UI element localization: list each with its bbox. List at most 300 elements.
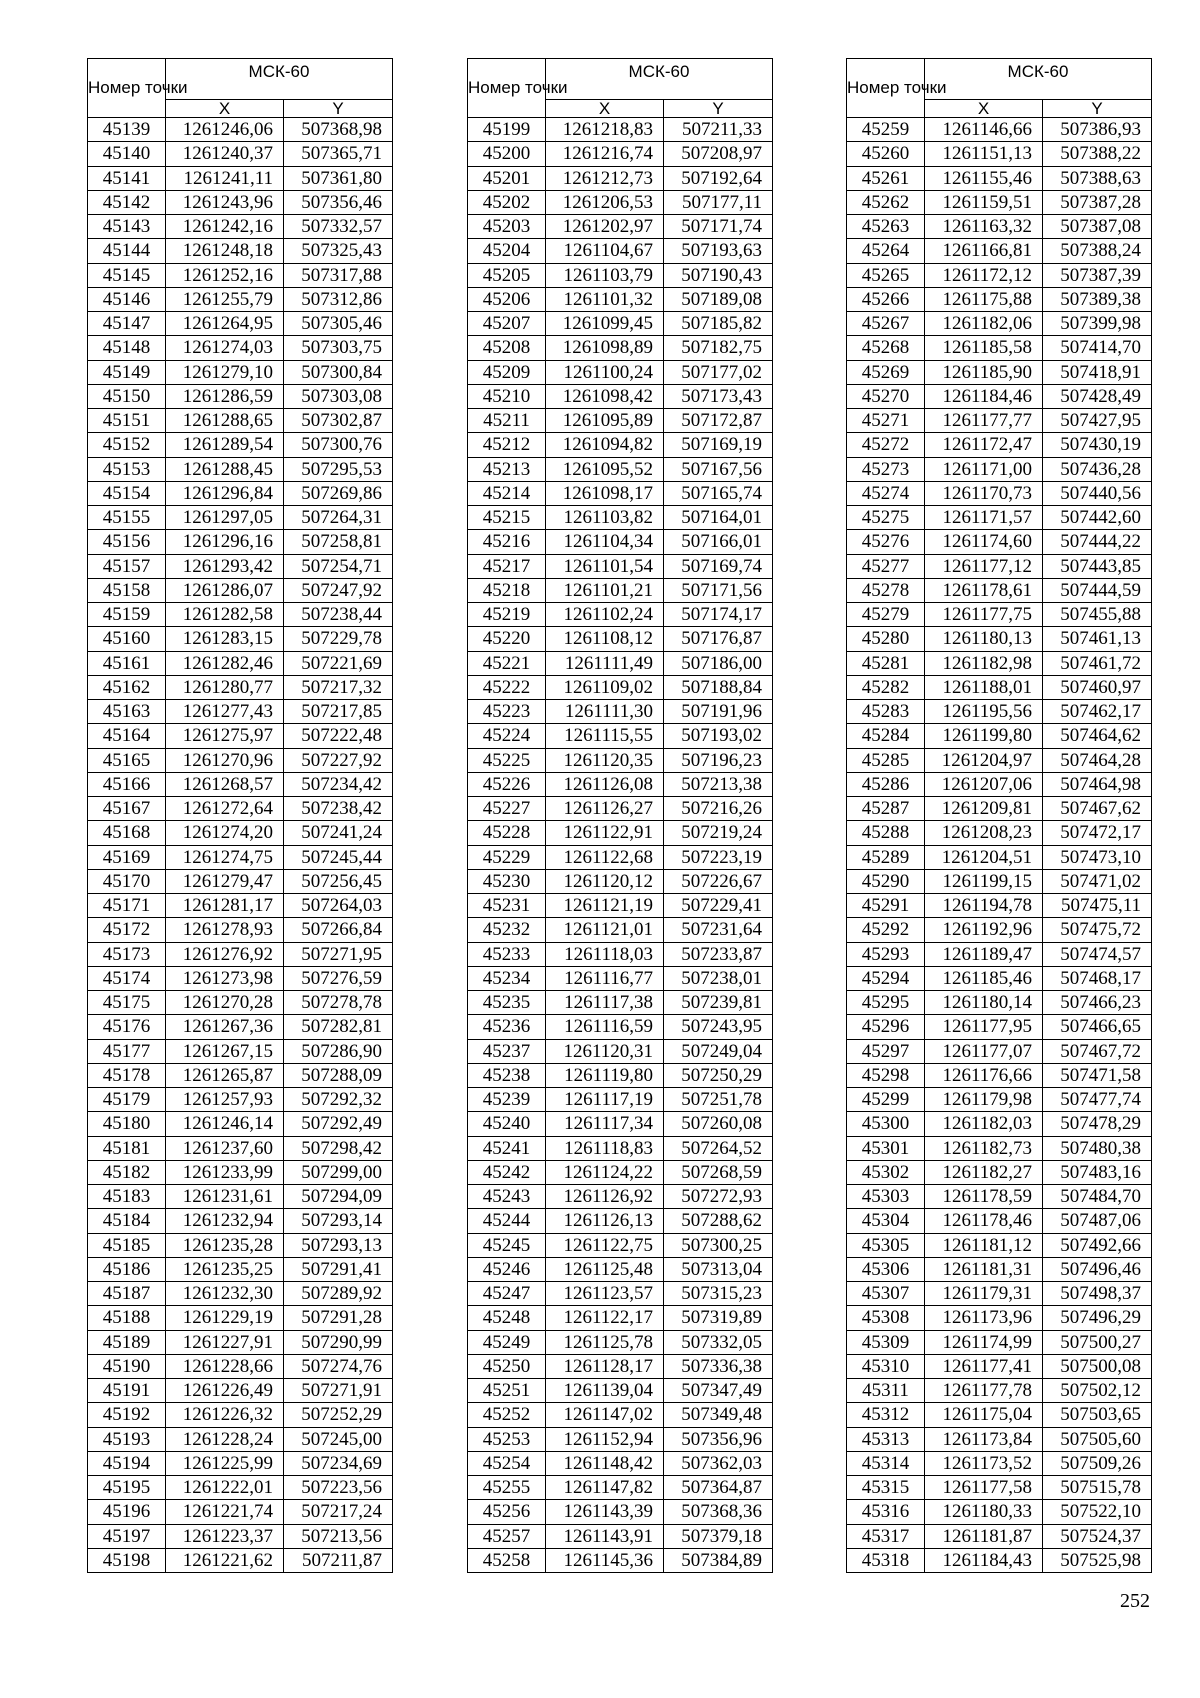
- x-coordinate-cell: 1261233,99: [166, 1160, 284, 1184]
- x-coordinate-cell: 1261207,06: [925, 772, 1043, 796]
- table-row: [468, 1088, 773, 1112]
- table-row: [468, 530, 773, 554]
- y-coordinate-cell: 507466,23: [1043, 991, 1152, 1015]
- point-number-cell: 45142: [88, 190, 166, 214]
- x-coordinate-cell: 1261095,89: [546, 409, 664, 433]
- point-number-cell: 45160: [88, 627, 166, 651]
- table-row: [88, 772, 393, 796]
- x-coordinate-cell: 1261098,17: [546, 481, 664, 505]
- x-coordinate-cell: 1261108,12: [546, 627, 664, 651]
- x-coordinate-cell: 1261296,16: [166, 530, 284, 554]
- x-coordinate-cell: 1261226,32: [166, 1403, 284, 1427]
- y-coordinate-cell: 507217,24: [284, 1500, 393, 1524]
- table-row: [88, 481, 393, 505]
- y-coordinate-cell: 507227,92: [284, 748, 393, 772]
- x-coordinate-cell: 1261229,19: [166, 1306, 284, 1330]
- x-coordinate-cell: 1261235,25: [166, 1257, 284, 1281]
- point-number-cell: 45278: [847, 578, 925, 602]
- y-coordinate-cell: 507365,71: [284, 142, 393, 166]
- point-number-cell: 45297: [847, 1039, 925, 1063]
- x-coordinate-cell: 1261204,51: [925, 845, 1043, 869]
- point-number-cell: 45258: [468, 1548, 546, 1572]
- y-coordinate-cell: 507461,13: [1043, 627, 1152, 651]
- table-row: [847, 554, 1152, 578]
- point-number-cell: 45293: [847, 942, 925, 966]
- point-number-cell: 45256: [468, 1500, 546, 1524]
- y-coordinate-cell: 507226,67: [664, 869, 773, 893]
- y-coordinate-cell: 507313,04: [664, 1257, 773, 1281]
- x-coordinate-cell: 1261174,60: [925, 530, 1043, 554]
- x-coordinate-cell: 1261267,36: [166, 1015, 284, 1039]
- table-row: [847, 166, 1152, 190]
- y-coordinate-cell: 507293,13: [284, 1233, 393, 1257]
- x-coordinate-cell: 1261125,48: [546, 1257, 664, 1281]
- x-coordinate-cell: 1261228,66: [166, 1354, 284, 1378]
- x-coordinate-cell: 1261283,15: [166, 627, 284, 651]
- table-row: [468, 651, 773, 675]
- x-coordinate-cell: 1261181,12: [925, 1233, 1043, 1257]
- table-body: [88, 118, 393, 1573]
- point-number-cell: 45203: [468, 215, 546, 239]
- x-coordinate-cell: 1261126,08: [546, 772, 664, 796]
- y-coordinate-cell: 507436,28: [1043, 457, 1152, 481]
- y-coordinate-cell: 507502,12: [1043, 1379, 1152, 1403]
- x-coordinate-cell: 1261184,46: [925, 384, 1043, 408]
- table-row: [847, 1233, 1152, 1257]
- x-coordinate-cell: 1261282,46: [166, 651, 284, 675]
- y-coordinate-cell: 507312,86: [284, 287, 393, 311]
- table-row: [468, 1330, 773, 1354]
- point-number-cell: 45247: [468, 1282, 546, 1306]
- table-row: [847, 894, 1152, 918]
- x-coordinate-cell: 1261128,17: [546, 1354, 664, 1378]
- table-row: [847, 1476, 1152, 1500]
- x-coordinate-cell: 1261204,97: [925, 748, 1043, 772]
- y-coordinate-cell: 507177,11: [664, 190, 773, 214]
- table-row: [88, 409, 393, 433]
- table-row: [88, 1257, 393, 1281]
- x-coordinate-cell: 1261180,13: [925, 627, 1043, 651]
- x-header: X: [166, 100, 284, 118]
- y-coordinate-cell: 507464,28: [1043, 748, 1152, 772]
- point-number-cell: 45213: [468, 457, 546, 481]
- table-row: [88, 1088, 393, 1112]
- y-coordinate-cell: 507388,63: [1043, 166, 1152, 190]
- table-row: [88, 166, 393, 190]
- y-coordinate-cell: 507288,09: [284, 1063, 393, 1087]
- table-row: [468, 1354, 773, 1378]
- table-row: [468, 239, 773, 263]
- table-row: [468, 821, 773, 845]
- x-coordinate-cell: 1261240,37: [166, 142, 284, 166]
- point-number-cell: 45226: [468, 772, 546, 796]
- table-row: [88, 1427, 393, 1451]
- x-coordinate-cell: 1261121,01: [546, 918, 664, 942]
- y-coordinate-cell: 507500,08: [1043, 1354, 1152, 1378]
- point-number-cell: 45163: [88, 700, 166, 724]
- point-number-cell: 45177: [88, 1039, 166, 1063]
- point-number-cell: 45296: [847, 1015, 925, 1039]
- table-row: [847, 675, 1152, 699]
- table-row: [88, 554, 393, 578]
- x-coordinate-cell: 1261206,53: [546, 190, 664, 214]
- x-coordinate-cell: 1261289,54: [166, 433, 284, 457]
- table-row: [468, 675, 773, 699]
- point-number-cell: 45270: [847, 384, 925, 408]
- y-coordinate-cell: 507295,53: [284, 457, 393, 481]
- point-number-cell: 45303: [847, 1185, 925, 1209]
- point-number-cell: 45316: [847, 1500, 925, 1524]
- table-row: [88, 312, 393, 336]
- point-number-cell: 45174: [88, 966, 166, 990]
- point-number-cell: 45141: [88, 166, 166, 190]
- y-coordinate-cell: 507317,88: [284, 263, 393, 287]
- table-row: [847, 1209, 1152, 1233]
- x-coordinate-cell: 1261227,91: [166, 1330, 284, 1354]
- table-row: [88, 700, 393, 724]
- x-coordinate-cell: 1261265,87: [166, 1063, 284, 1087]
- x-coordinate-cell: 1261270,96: [166, 748, 284, 772]
- y-coordinate-cell: 507386,93: [1043, 118, 1152, 142]
- table-row: [847, 1088, 1152, 1112]
- y-coordinate-cell: 507290,99: [284, 1330, 393, 1354]
- point-number-cell: 45308: [847, 1306, 925, 1330]
- point-number-cell: 45292: [847, 918, 925, 942]
- y-coordinate-cell: 507294,09: [284, 1185, 393, 1209]
- x-coordinate-cell: 1261177,12: [925, 554, 1043, 578]
- y-coordinate-cell: 507221,69: [284, 651, 393, 675]
- table-row: [847, 336, 1152, 360]
- x-coordinate-cell: 1261118,03: [546, 942, 664, 966]
- point-number-cell: 45244: [468, 1209, 546, 1233]
- x-coordinate-cell: 1261286,07: [166, 578, 284, 602]
- y-coordinate-cell: 507461,72: [1043, 651, 1152, 675]
- x-coordinate-cell: 1261120,35: [546, 748, 664, 772]
- point-number-cell: 45207: [468, 312, 546, 336]
- table-row: [88, 797, 393, 821]
- table-row: [88, 918, 393, 942]
- point-number-header: Номер точки: [88, 59, 166, 118]
- y-coordinate-cell: 507466,65: [1043, 1015, 1152, 1039]
- table-row: [88, 1209, 393, 1233]
- point-number-cell: 45145: [88, 263, 166, 287]
- point-number-cell: 45188: [88, 1306, 166, 1330]
- y-coordinate-cell: 507177,02: [664, 360, 773, 384]
- y-coordinate-cell: 507231,64: [664, 918, 773, 942]
- table-row: [468, 1379, 773, 1403]
- y-coordinate-cell: 507444,59: [1043, 578, 1152, 602]
- y-coordinate-cell: 507176,87: [664, 627, 773, 651]
- y-coordinate-cell: 507475,72: [1043, 918, 1152, 942]
- point-number-cell: 45223: [468, 700, 546, 724]
- point-number-cell: 45158: [88, 578, 166, 602]
- table-row: [468, 287, 773, 311]
- y-header: Y: [1043, 100, 1152, 118]
- x-coordinate-cell: 1261173,84: [925, 1427, 1043, 1451]
- y-coordinate-cell: 507245,00: [284, 1427, 393, 1451]
- y-coordinate-cell: 507460,97: [1043, 675, 1152, 699]
- y-coordinate-cell: 507315,23: [664, 1282, 773, 1306]
- x-coordinate-cell: 1261103,82: [546, 506, 664, 530]
- y-coordinate-cell: 507164,01: [664, 506, 773, 530]
- y-coordinate-cell: 507250,29: [664, 1063, 773, 1087]
- point-number-cell: 45143: [88, 215, 166, 239]
- x-coordinate-cell: 1261179,98: [925, 1088, 1043, 1112]
- point-number-cell: 45154: [88, 481, 166, 505]
- point-number-cell: 45294: [847, 966, 925, 990]
- table-row: [88, 651, 393, 675]
- y-coordinate-cell: 507269,86: [284, 481, 393, 505]
- x-coordinate-cell: 1261243,96: [166, 190, 284, 214]
- point-number-cell: 45281: [847, 651, 925, 675]
- x-coordinate-cell: 1261288,45: [166, 457, 284, 481]
- point-number-cell: 45219: [468, 603, 546, 627]
- table-row: [468, 991, 773, 1015]
- point-number-cell: 45282: [847, 675, 925, 699]
- x-coordinate-cell: 1261182,73: [925, 1136, 1043, 1160]
- y-coordinate-cell: 507190,43: [664, 263, 773, 287]
- point-number-cell: 45318: [847, 1548, 925, 1572]
- table-row: [847, 1427, 1152, 1451]
- point-number-cell: 45147: [88, 312, 166, 336]
- x-coordinate-cell: 1261279,47: [166, 869, 284, 893]
- table-row: [468, 1160, 773, 1184]
- y-coordinate-cell: 507361,80: [284, 166, 393, 190]
- table-row: [847, 215, 1152, 239]
- x-coordinate-cell: 1261159,51: [925, 190, 1043, 214]
- point-number-cell: 45165: [88, 748, 166, 772]
- point-number-cell: 45183: [88, 1185, 166, 1209]
- y-coordinate-cell: 507300,76: [284, 433, 393, 457]
- x-coordinate-cell: 1261177,78: [925, 1379, 1043, 1403]
- x-coordinate-cell: 1261095,52: [546, 457, 664, 481]
- point-number-cell: 45264: [847, 239, 925, 263]
- table-row: [847, 1524, 1152, 1548]
- x-coordinate-cell: 1261174,99: [925, 1330, 1043, 1354]
- point-number-cell: 45217: [468, 554, 546, 578]
- point-number-cell: 45277: [847, 554, 925, 578]
- x-coordinate-cell: 1261267,15: [166, 1039, 284, 1063]
- table-row: [468, 1233, 773, 1257]
- x-coordinate-cell: 1261281,17: [166, 894, 284, 918]
- y-coordinate-cell: 507245,44: [284, 845, 393, 869]
- x-coordinate-cell: 1261126,92: [546, 1185, 664, 1209]
- x-coordinate-cell: 1261212,73: [546, 166, 664, 190]
- y-coordinate-cell: 507291,28: [284, 1306, 393, 1330]
- point-number-cell: 45184: [88, 1209, 166, 1233]
- y-coordinate-cell: 507286,90: [284, 1039, 393, 1063]
- point-number-cell: 45233: [468, 942, 546, 966]
- table-row: [88, 821, 393, 845]
- x-coordinate-cell: 1261126,13: [546, 1209, 664, 1233]
- x-coordinate-cell: 1261180,14: [925, 991, 1043, 1015]
- point-number-cell: 45298: [847, 1063, 925, 1087]
- y-coordinate-cell: 507276,59: [284, 966, 393, 990]
- point-number-cell: 45204: [468, 239, 546, 263]
- point-number-cell: 45201: [468, 166, 546, 190]
- x-coordinate-cell: 1261278,93: [166, 918, 284, 942]
- y-coordinate-cell: 507173,43: [664, 384, 773, 408]
- x-coordinate-cell: 1261209,81: [925, 797, 1043, 821]
- table-row: [88, 1330, 393, 1354]
- x-coordinate-cell: 1261166,81: [925, 239, 1043, 263]
- point-number-cell: 45286: [847, 772, 925, 796]
- x-coordinate-cell: 1261228,24: [166, 1427, 284, 1451]
- y-coordinate-cell: 507169,19: [664, 433, 773, 457]
- y-coordinate-cell: 507428,49: [1043, 384, 1152, 408]
- y-coordinate-cell: 507427,95: [1043, 409, 1152, 433]
- y-coordinate-cell: 507525,98: [1043, 1548, 1152, 1572]
- table-row: [468, 1136, 773, 1160]
- table-row: [847, 1112, 1152, 1136]
- table-row: [88, 384, 393, 408]
- point-number-cell: 45259: [847, 118, 925, 142]
- table-row: [468, 1039, 773, 1063]
- y-coordinate-cell: 507464,98: [1043, 772, 1152, 796]
- y-coordinate-cell: 507249,04: [664, 1039, 773, 1063]
- y-coordinate-cell: 507496,46: [1043, 1257, 1152, 1281]
- point-number-cell: 45193: [88, 1427, 166, 1451]
- y-coordinate-cell: 507332,05: [664, 1330, 773, 1354]
- table-row: [468, 1209, 773, 1233]
- y-coordinate-cell: 507455,88: [1043, 603, 1152, 627]
- coordinate-system-header: МСК-60: [925, 59, 1152, 100]
- x-coordinate-cell: 1261155,46: [925, 166, 1043, 190]
- table-row: [847, 530, 1152, 554]
- table-row: [468, 966, 773, 990]
- y-coordinate-cell: 507368,98: [284, 118, 393, 142]
- point-number-cell: 45273: [847, 457, 925, 481]
- table-row: [468, 1548, 773, 1572]
- y-coordinate-cell: 507492,66: [1043, 1233, 1152, 1257]
- x-coordinate-cell: 1261182,98: [925, 651, 1043, 675]
- y-coordinate-cell: 507193,02: [664, 724, 773, 748]
- y-coordinate-cell: 507234,42: [284, 772, 393, 796]
- y-coordinate-cell: 507462,17: [1043, 700, 1152, 724]
- x-coordinate-cell: 1261178,46: [925, 1209, 1043, 1233]
- x-coordinate-cell: 1261163,32: [925, 215, 1043, 239]
- y-coordinate-cell: 507268,59: [664, 1160, 773, 1184]
- y-coordinate-cell: 507414,70: [1043, 336, 1152, 360]
- y-coordinate-cell: 507387,08: [1043, 215, 1152, 239]
- x-header: X: [546, 100, 664, 118]
- table-row: [88, 1063, 393, 1087]
- point-number-cell: 45167: [88, 797, 166, 821]
- table-row: [88, 287, 393, 311]
- point-number-cell: 45216: [468, 530, 546, 554]
- y-coordinate-cell: 507189,08: [664, 287, 773, 311]
- x-coordinate-cell: 1261177,41: [925, 1354, 1043, 1378]
- table-row: [468, 894, 773, 918]
- x-coordinate-cell: 1261094,82: [546, 433, 664, 457]
- table-row: [847, 1500, 1152, 1524]
- table-row: [468, 869, 773, 893]
- y-coordinate-cell: 507266,84: [284, 918, 393, 942]
- table-row: [88, 845, 393, 869]
- table-body: [468, 118, 773, 1573]
- y-coordinate-cell: 507264,31: [284, 506, 393, 530]
- table-row: [847, 1379, 1152, 1403]
- y-coordinate-cell: 507213,56: [284, 1524, 393, 1548]
- x-coordinate-cell: 1261274,75: [166, 845, 284, 869]
- table-row: [88, 457, 393, 481]
- point-number-cell: 45139: [88, 118, 166, 142]
- point-number-cell: 45159: [88, 603, 166, 627]
- x-coordinate-cell: 1261226,49: [166, 1379, 284, 1403]
- table-row: [468, 481, 773, 505]
- x-coordinate-cell: 1261268,57: [166, 772, 284, 796]
- y-coordinate-cell: 507278,78: [284, 991, 393, 1015]
- x-coordinate-cell: 1261270,28: [166, 991, 284, 1015]
- table-row: [468, 142, 773, 166]
- point-number-cell: 45231: [468, 894, 546, 918]
- table-row: [88, 263, 393, 287]
- point-number-cell: 45307: [847, 1282, 925, 1306]
- point-number-cell: 45190: [88, 1354, 166, 1378]
- y-coordinate-cell: 507467,72: [1043, 1039, 1152, 1063]
- x-coordinate-cell: 1261177,58: [925, 1476, 1043, 1500]
- point-number-cell: 45173: [88, 942, 166, 966]
- y-coordinate-cell: 507300,84: [284, 360, 393, 384]
- point-number-cell: 45200: [468, 142, 546, 166]
- point-number-cell: 45252: [468, 1403, 546, 1427]
- y-coordinate-cell: 507480,38: [1043, 1136, 1152, 1160]
- table-row: [468, 1112, 773, 1136]
- point-number-cell: 45301: [847, 1136, 925, 1160]
- table-row: [847, 1160, 1152, 1184]
- x-coordinate-cell: 1261223,37: [166, 1524, 284, 1548]
- y-coordinate-cell: 507443,85: [1043, 554, 1152, 578]
- x-coordinate-cell: 1261111,49: [546, 651, 664, 675]
- y-coordinate-cell: 507387,39: [1043, 263, 1152, 287]
- x-coordinate-cell: 1261216,74: [546, 142, 664, 166]
- point-number-cell: 45312: [847, 1403, 925, 1427]
- table-row: [468, 1403, 773, 1427]
- point-number-cell: 45194: [88, 1451, 166, 1475]
- point-number-cell: 45212: [468, 433, 546, 457]
- point-number-cell: 45299: [847, 1088, 925, 1112]
- point-number-cell: 45311: [847, 1379, 925, 1403]
- table-row: [468, 166, 773, 190]
- x-coordinate-cell: 1261176,66: [925, 1063, 1043, 1087]
- y-coordinate-cell: 507464,62: [1043, 724, 1152, 748]
- table-row: [847, 724, 1152, 748]
- y-coordinate-cell: 507389,38: [1043, 287, 1152, 311]
- point-number-cell: 45314: [847, 1451, 925, 1475]
- x-coordinate-cell: 1261148,42: [546, 1451, 664, 1475]
- x-coordinate-cell: 1261208,23: [925, 821, 1043, 845]
- table-row: [88, 506, 393, 530]
- point-number-cell: 45266: [847, 287, 925, 311]
- x-coordinate-cell: 1261202,97: [546, 215, 664, 239]
- point-number-cell: 45221: [468, 651, 546, 675]
- point-number-cell: 45220: [468, 627, 546, 651]
- table-row: [847, 1306, 1152, 1330]
- table-row: [88, 894, 393, 918]
- table-row: [847, 966, 1152, 990]
- y-coordinate-cell: 507347,49: [664, 1379, 773, 1403]
- y-coordinate-cell: 507399,98: [1043, 312, 1152, 336]
- x-coordinate-cell: 1261122,17: [546, 1306, 664, 1330]
- x-coordinate-cell: 1261177,95: [925, 1015, 1043, 1039]
- point-number-cell: 45267: [847, 312, 925, 336]
- table-row: [847, 1451, 1152, 1475]
- y-coordinate-cell: 507483,16: [1043, 1160, 1152, 1184]
- x-coordinate-cell: 1261101,54: [546, 554, 664, 578]
- point-number-cell: 45236: [468, 1015, 546, 1039]
- table-row: [88, 627, 393, 651]
- y-coordinate-cell: 507384,89: [664, 1548, 773, 1572]
